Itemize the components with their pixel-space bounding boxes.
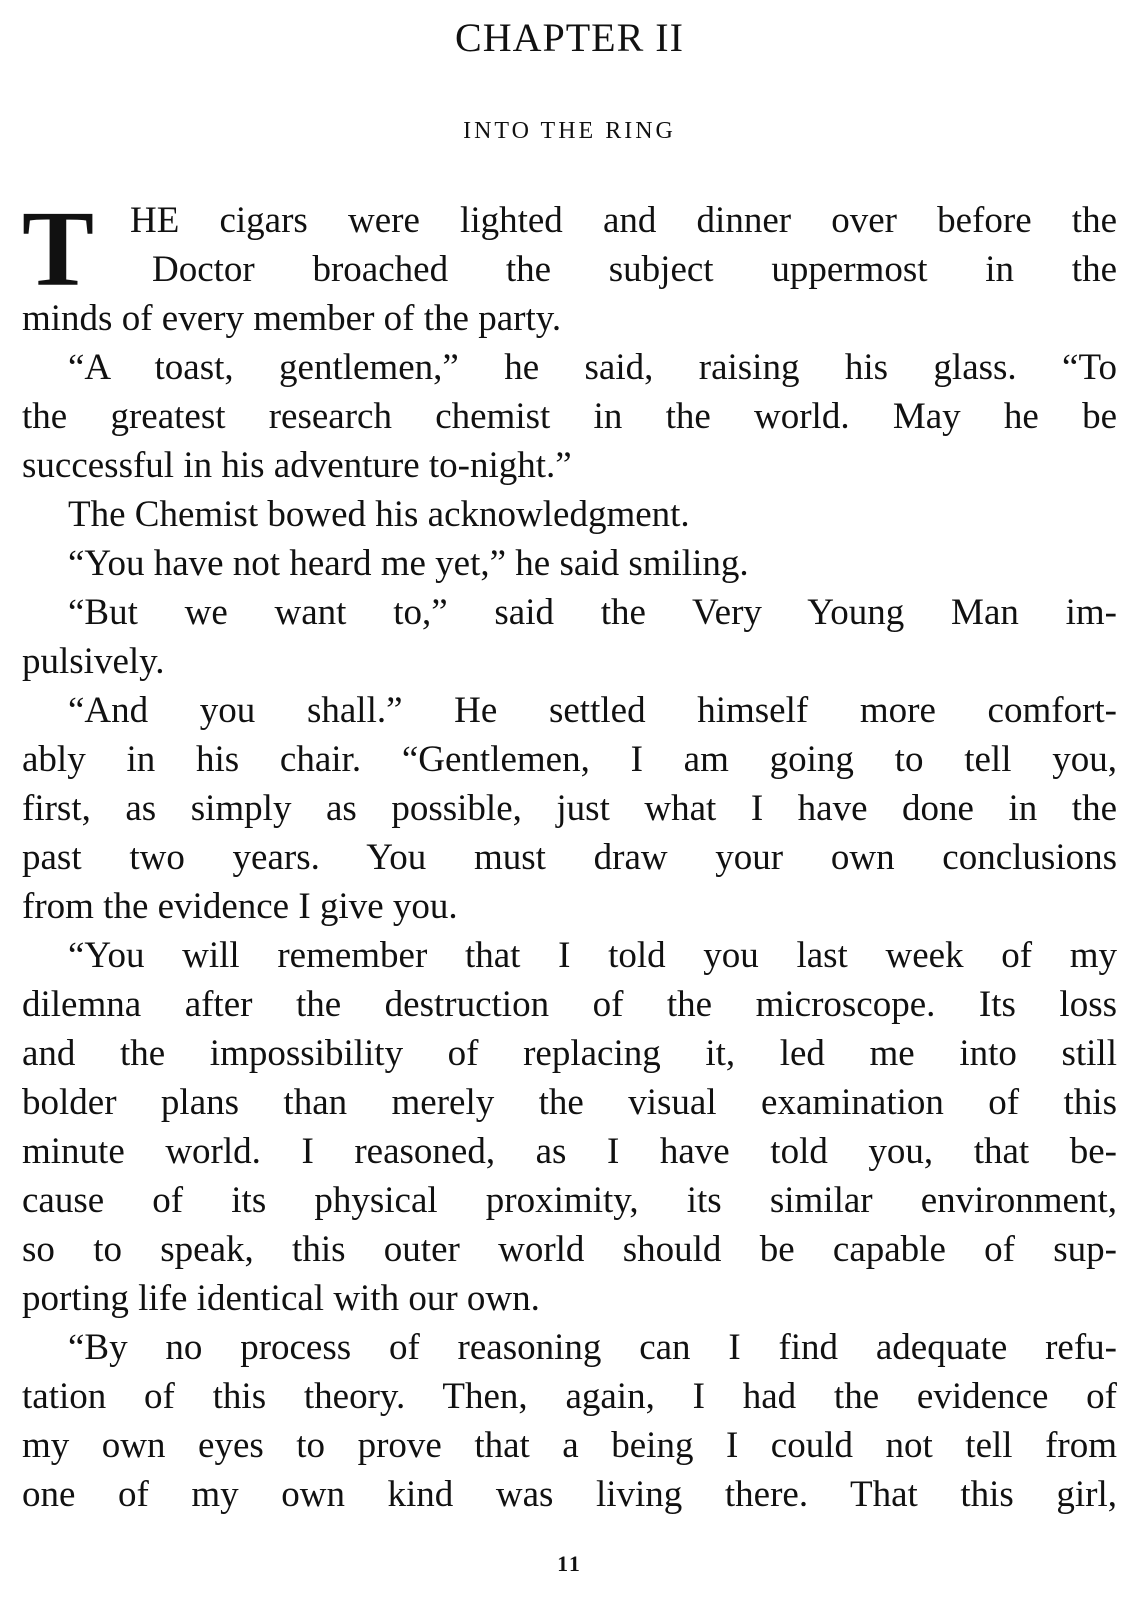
book-page — [22, 0, 1117, 1610]
text-line: “But we want to,” said the Very Young Man im- — [68, 592, 1117, 633]
text-line: the greatest research chemist in the world. May he be — [22, 396, 1117, 437]
text-line: first, as simply as possible, just what I have done in the — [22, 788, 1117, 829]
text-line: pulsively. — [22, 641, 165, 682]
text-line: bolder plans than merely the visual examination of this — [22, 1082, 1117, 1123]
text-line: tation of this theory. Then, again, I had the evidence of — [22, 1376, 1117, 1417]
text-line: so to speak, this outer world should be capable of sup- — [22, 1229, 1117, 1270]
text-line: Doctor broached the subject uppermost in the — [152, 249, 1117, 290]
chapter-title: CHAPTER II — [455, 15, 684, 60]
text-line: “By no process of reasoning can I find adequate refu- — [68, 1327, 1117, 1368]
text-line: and the impossibility of replacing it, led me into still — [22, 1033, 1117, 1074]
text-line: my own eyes to prove that a being I could not tell from — [22, 1425, 1117, 1466]
text-line: “A toast, gentlemen,” he said, raising his glass. “To — [68, 347, 1117, 388]
text-line: one of my own kind was living there. That this girl, — [22, 1474, 1117, 1515]
chapter-subtitle: INTO THE RING — [463, 118, 676, 144]
page-number: 11 — [557, 1551, 582, 1576]
text-line: porting life identical with our own. — [22, 1278, 540, 1319]
text-line: “You have not heard me yet,” he said smiling. — [68, 543, 749, 584]
text-line: ably in his chair. “Gentlemen, I am going to tell you, — [22, 739, 1117, 780]
text-line: The Chemist bowed his acknowledgment. — [68, 494, 690, 535]
body-text — [22, 190, 1117, 1519]
text-line: past two years. You must draw your own conclusions — [22, 837, 1117, 878]
text-line: cause of its physical proximity, its similar environment, — [22, 1180, 1117, 1221]
text-line: from the evidence I give you. — [22, 886, 458, 927]
text-line: “You will remember that I told you last week of my — [68, 935, 1117, 976]
text-line: HE cigars were lighted and dinner over before the — [130, 200, 1117, 241]
text-line: “And you shall.” He settled himself more comfort- — [68, 690, 1117, 731]
text-line: minds of every member of the party. — [22, 298, 562, 339]
drop-cap: T — [22, 190, 95, 309]
text-line: successful in his adventure to-night.” — [22, 445, 572, 486]
text-line: dilemna after the destruction of the microscope. Its loss — [22, 984, 1117, 1025]
text-line: minute world. I reasoned, as I have told you, that be- — [22, 1131, 1117, 1172]
